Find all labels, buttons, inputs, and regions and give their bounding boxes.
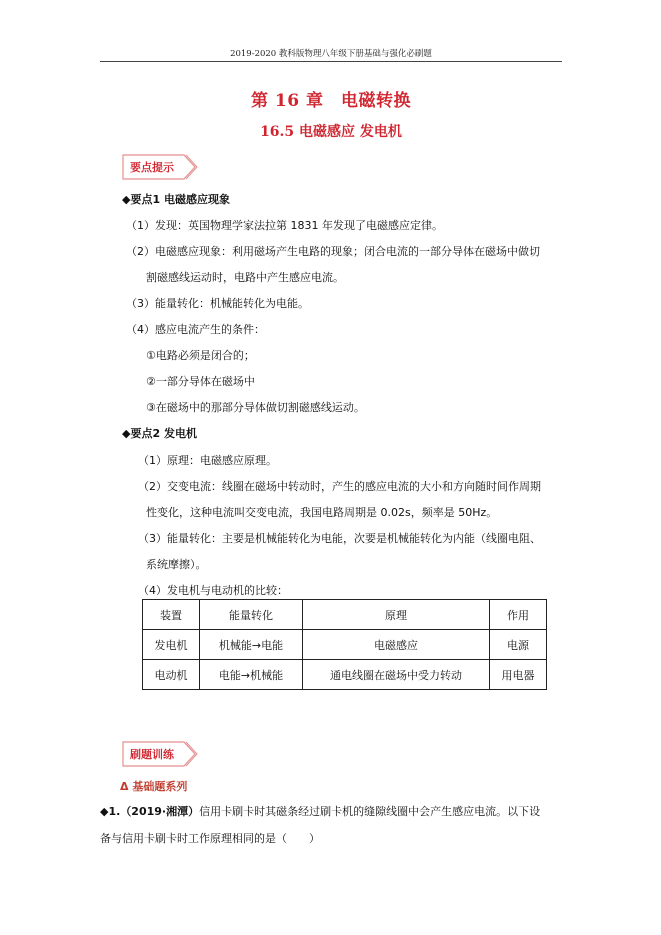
question-1-line: 备与信用卡刷卡时工作原理相同的是（ ） <box>100 832 320 845</box>
point2-item: （2）交变电流：线圈在磁场中转动时，产生的感应电流的大小和方向随时间作周期 <box>138 480 541 493</box>
basic-series-heading: Δ 基础题系列 <box>120 780 188 793</box>
header-divider <box>100 61 562 62</box>
point2-item: 性变化，这种电流叫交变电流，我国电路周期是 0.02s，频率是 50Hz。 <box>146 506 498 519</box>
key-points-tag <box>122 154 194 180</box>
point1-item: 割磁感线运动时，电路中产生感应电流。 <box>146 271 344 284</box>
point1-item: ①电路必须是闭合的； <box>146 349 255 362</box>
table-header-row <box>143 600 547 630</box>
point1-heading: ◆要点1 电磁感应现象 <box>122 193 230 206</box>
table-cell: 发电机 <box>143 630 200 660</box>
table-cell: 电磁感应 <box>303 630 490 660</box>
point1-item: （2）电磁感应现象：利用磁场产生电路的现象；闭合电流的一部分导体在磁场中做切 <box>126 245 540 258</box>
point1-item: （1）发现：英国物理学家法拉第 1831 年发现了电磁感应定律。 <box>126 219 443 232</box>
running-header: 2019-2020 教科版物理八年级下册基础与强化必刷题 <box>230 49 432 59</box>
question-text: 信用卡刷卡时其磁条经过刷卡机的缝隙线圈中会产生感应电流。以下设 <box>199 805 541 818</box>
table-cell: 用电器 <box>490 660 547 690</box>
point2-item: （3）能量转化：主要是机械能转化为电能，次要是机械能转化为内能（线圈电阻、 <box>138 532 541 545</box>
section-title: 16.5 电磁感应 发电机 <box>260 124 402 140</box>
chapter-title: 第 16 章 电磁转换 <box>251 91 411 111</box>
point2-item: （4）发电机与电动机的比较： <box>138 584 288 597</box>
table-row <box>143 630 547 660</box>
question-number: ◆1.（2019·湘潭） <box>100 805 200 818</box>
point2-item: 系统摩擦）。 <box>146 558 207 571</box>
table-cell: 机械能→电能 <box>200 630 303 660</box>
table-cell: 电能→机械能 <box>200 660 303 690</box>
question-1-line <box>100 803 540 819</box>
table-cell: 通电线圈在磁场中受力转动 <box>303 660 490 690</box>
table-cell: 电动机 <box>143 660 200 690</box>
key-points-label: 要点提示 <box>130 161 174 174</box>
point1-item: ③在磁场中的那部分导体做切割磁感线运动。 <box>146 401 365 414</box>
table-header-cell: 装置 <box>143 600 200 630</box>
practice-tag <box>122 741 194 767</box>
point1-item: ②一部分导体在磁场中 <box>146 375 255 388</box>
practice-label: 刷题训练 <box>130 748 174 761</box>
point1-item: （3）能量转化：机械能转化为电能。 <box>126 297 309 310</box>
table-cell: 电源 <box>490 630 547 660</box>
point2-heading: ◆要点2 发电机 <box>122 427 197 440</box>
table-header-cell: 作用 <box>490 600 547 630</box>
point2-item: （1）原理：电磁感应原理。 <box>138 454 277 467</box>
comparison-table <box>142 599 547 690</box>
table-header-cell: 原理 <box>303 600 490 630</box>
table-row <box>143 660 547 690</box>
point1-item: （4）感应电流产生的条件： <box>126 323 265 336</box>
table-header-cell: 能量转化 <box>200 600 303 630</box>
